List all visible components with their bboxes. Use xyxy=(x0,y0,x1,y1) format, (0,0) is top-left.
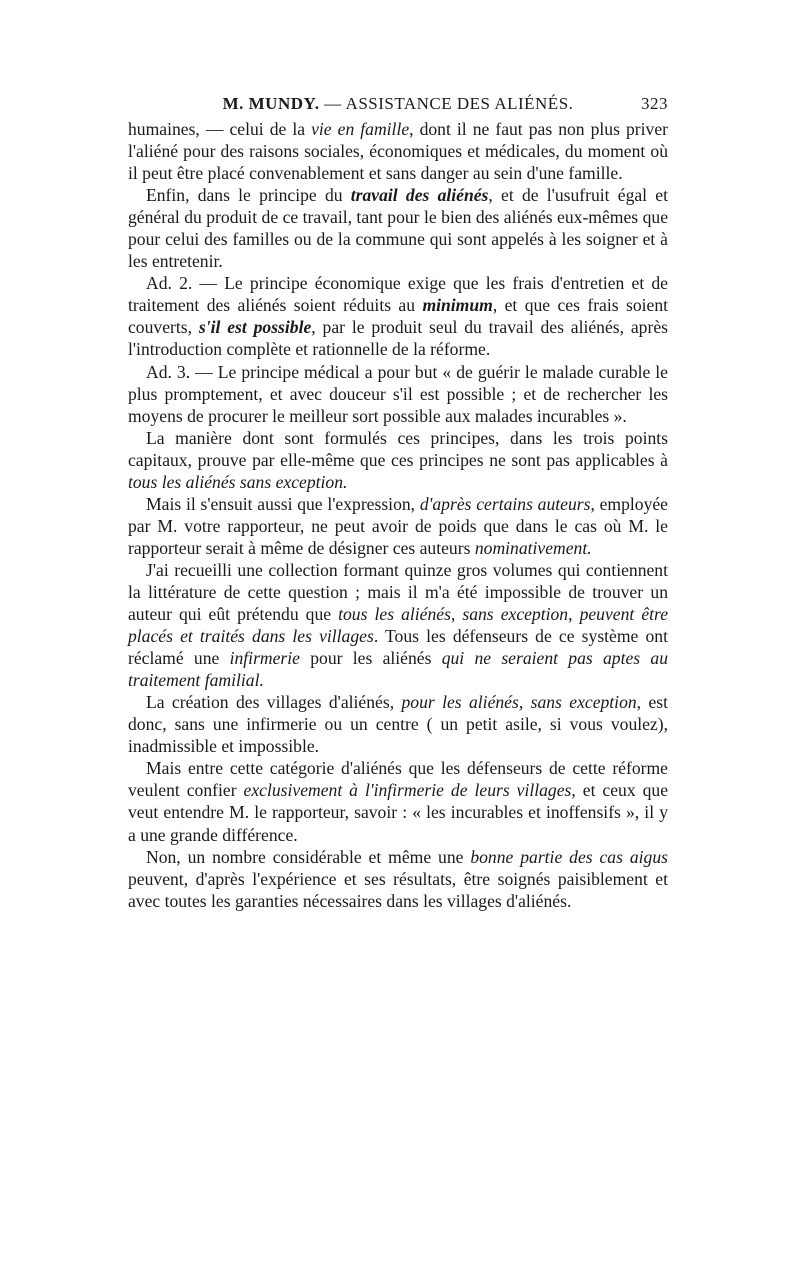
text-run: , employée par M. votre rapporteur, ne peut avoir de poids que dans le cas où M. le rapporteur serait à même de désigner ces auteurs xyxy=(128,493,668,558)
text-run: , et de l'usufruit égal et général du produit de ce travail, tant pour le bien des aliénés eux-mêmes que pour celui des familles ou de la commune qui sont appelés à les soigner et à les entretenir. xyxy=(128,185,668,272)
text-run: , est donc, sans une infirmerie ou un centre ( un petit asile, si vous voulez), inadmissible et impossible. xyxy=(128,692,668,757)
text-run: Enfin, dans le principe du xyxy=(146,185,351,206)
italic-text: infirmerie xyxy=(229,648,300,669)
text-run: Non, un nombre considérable et même une xyxy=(146,846,471,867)
emphasis-span xyxy=(422,295,492,315)
italic-text: nominativement. xyxy=(474,537,592,558)
italic-text: peuvent être placés et traités dans les villages xyxy=(128,604,669,647)
paragraph xyxy=(128,361,668,427)
text-run: , dont il ne faut pas non plus priver l'aliéné pour des raisons sociales, économiques et médicales, du moment où il peut être placé convenablement et sans danger au sein d'une famille. xyxy=(128,119,668,184)
text-run: , et ceux que veut entendre M. le rapporteur, savoir : « les incurables et inoffensifs », il y a une grande différence. xyxy=(128,780,669,845)
paragraph xyxy=(128,691,668,757)
book-page xyxy=(128,94,668,912)
paragraph xyxy=(128,427,668,493)
paragraph xyxy=(128,493,668,559)
emphasis-text: travail des aliénés xyxy=(350,185,489,206)
italic-text: exclusivement à l'infirmerie de leurs villages xyxy=(243,780,572,801)
text-run: pour les aliénés xyxy=(299,648,442,669)
text-run: Mais il s'ensuit aussi que l'expression, xyxy=(146,493,420,514)
paragraph xyxy=(128,118,668,184)
text-run: J'ai recueilli une collection formant quinze gros volumes qui contiennent la littérature de cette question ; mais il m'a été impossible de trouver un auteur qui eût prétendu que xyxy=(128,559,668,625)
italic-text: vie en famille xyxy=(311,119,410,139)
italic-text: d'après certains auteurs xyxy=(419,493,591,514)
italic-text: tous les aliénés, sans exception xyxy=(338,604,569,625)
text-run: La manière dont sont formulés ces principes, dans les trois points capitaux, prouve par elle-même que ces principes ne sont pas applicables à xyxy=(128,427,668,470)
page-number: 323 xyxy=(641,94,668,113)
text-run: , par le produit seul du travail des aliénés, après l'introduction complète et rationnelle de la réforme. xyxy=(128,317,668,360)
running-head-title: ASSISTANCE DES ALIÉNÉS. xyxy=(345,94,574,113)
text-run: . Tous les défenseurs de ce système ont réclamé une xyxy=(128,626,668,669)
emphasis-span xyxy=(199,317,311,337)
emphasis-text: minimum xyxy=(422,295,493,316)
paragraph xyxy=(128,559,668,691)
body-text xyxy=(128,118,668,912)
text-run: La création des villages d'aliénés, xyxy=(146,692,402,713)
text-run: Ad. 3. — Le principe médical a pour but « de guérir le malade curable le plus promptement, et avec douceur s'il est possible ; et de rechercher les moyens de procurer le meilleur sort possible aux malades incurables ». xyxy=(128,361,668,426)
text-run: , xyxy=(568,604,580,625)
running-head xyxy=(128,94,668,118)
italic-text: bonne partie des cas aigus xyxy=(470,846,668,867)
text-run: peuvent, d'après l'expérience et ses résultats, être soignés paisiblement et avec toutes les garanties nécessaires dans les villages d'aliénés. xyxy=(128,868,668,911)
running-head-author: M. MUNDY. xyxy=(222,94,320,113)
paragraph xyxy=(128,757,668,845)
text-run: humaines, — celui de la xyxy=(128,119,312,139)
paragraph xyxy=(128,846,668,912)
text-run: , et que ces frais soient couverts, xyxy=(128,295,669,338)
emphasis-span xyxy=(351,185,489,205)
italic-text: qui ne seraient pas aptes au traitement familial. xyxy=(128,648,668,691)
running-head-separator: — xyxy=(324,94,342,113)
emphasis-text: s'il est possible xyxy=(198,317,312,338)
italic-text: pour les aliénés, sans exception xyxy=(401,692,637,713)
paragraph xyxy=(128,184,668,272)
paragraph xyxy=(128,272,668,360)
italic-text: tous les aliénés sans exception. xyxy=(128,471,348,492)
text-run: Ad. 2. — Le principe économique exige que les frais d'entretien et de traitement des aliénés soient réduits au xyxy=(128,273,668,316)
text-run: Mais entre cette catégorie d'aliénés que les défenseurs de cette réforme veulent confier xyxy=(128,758,668,801)
